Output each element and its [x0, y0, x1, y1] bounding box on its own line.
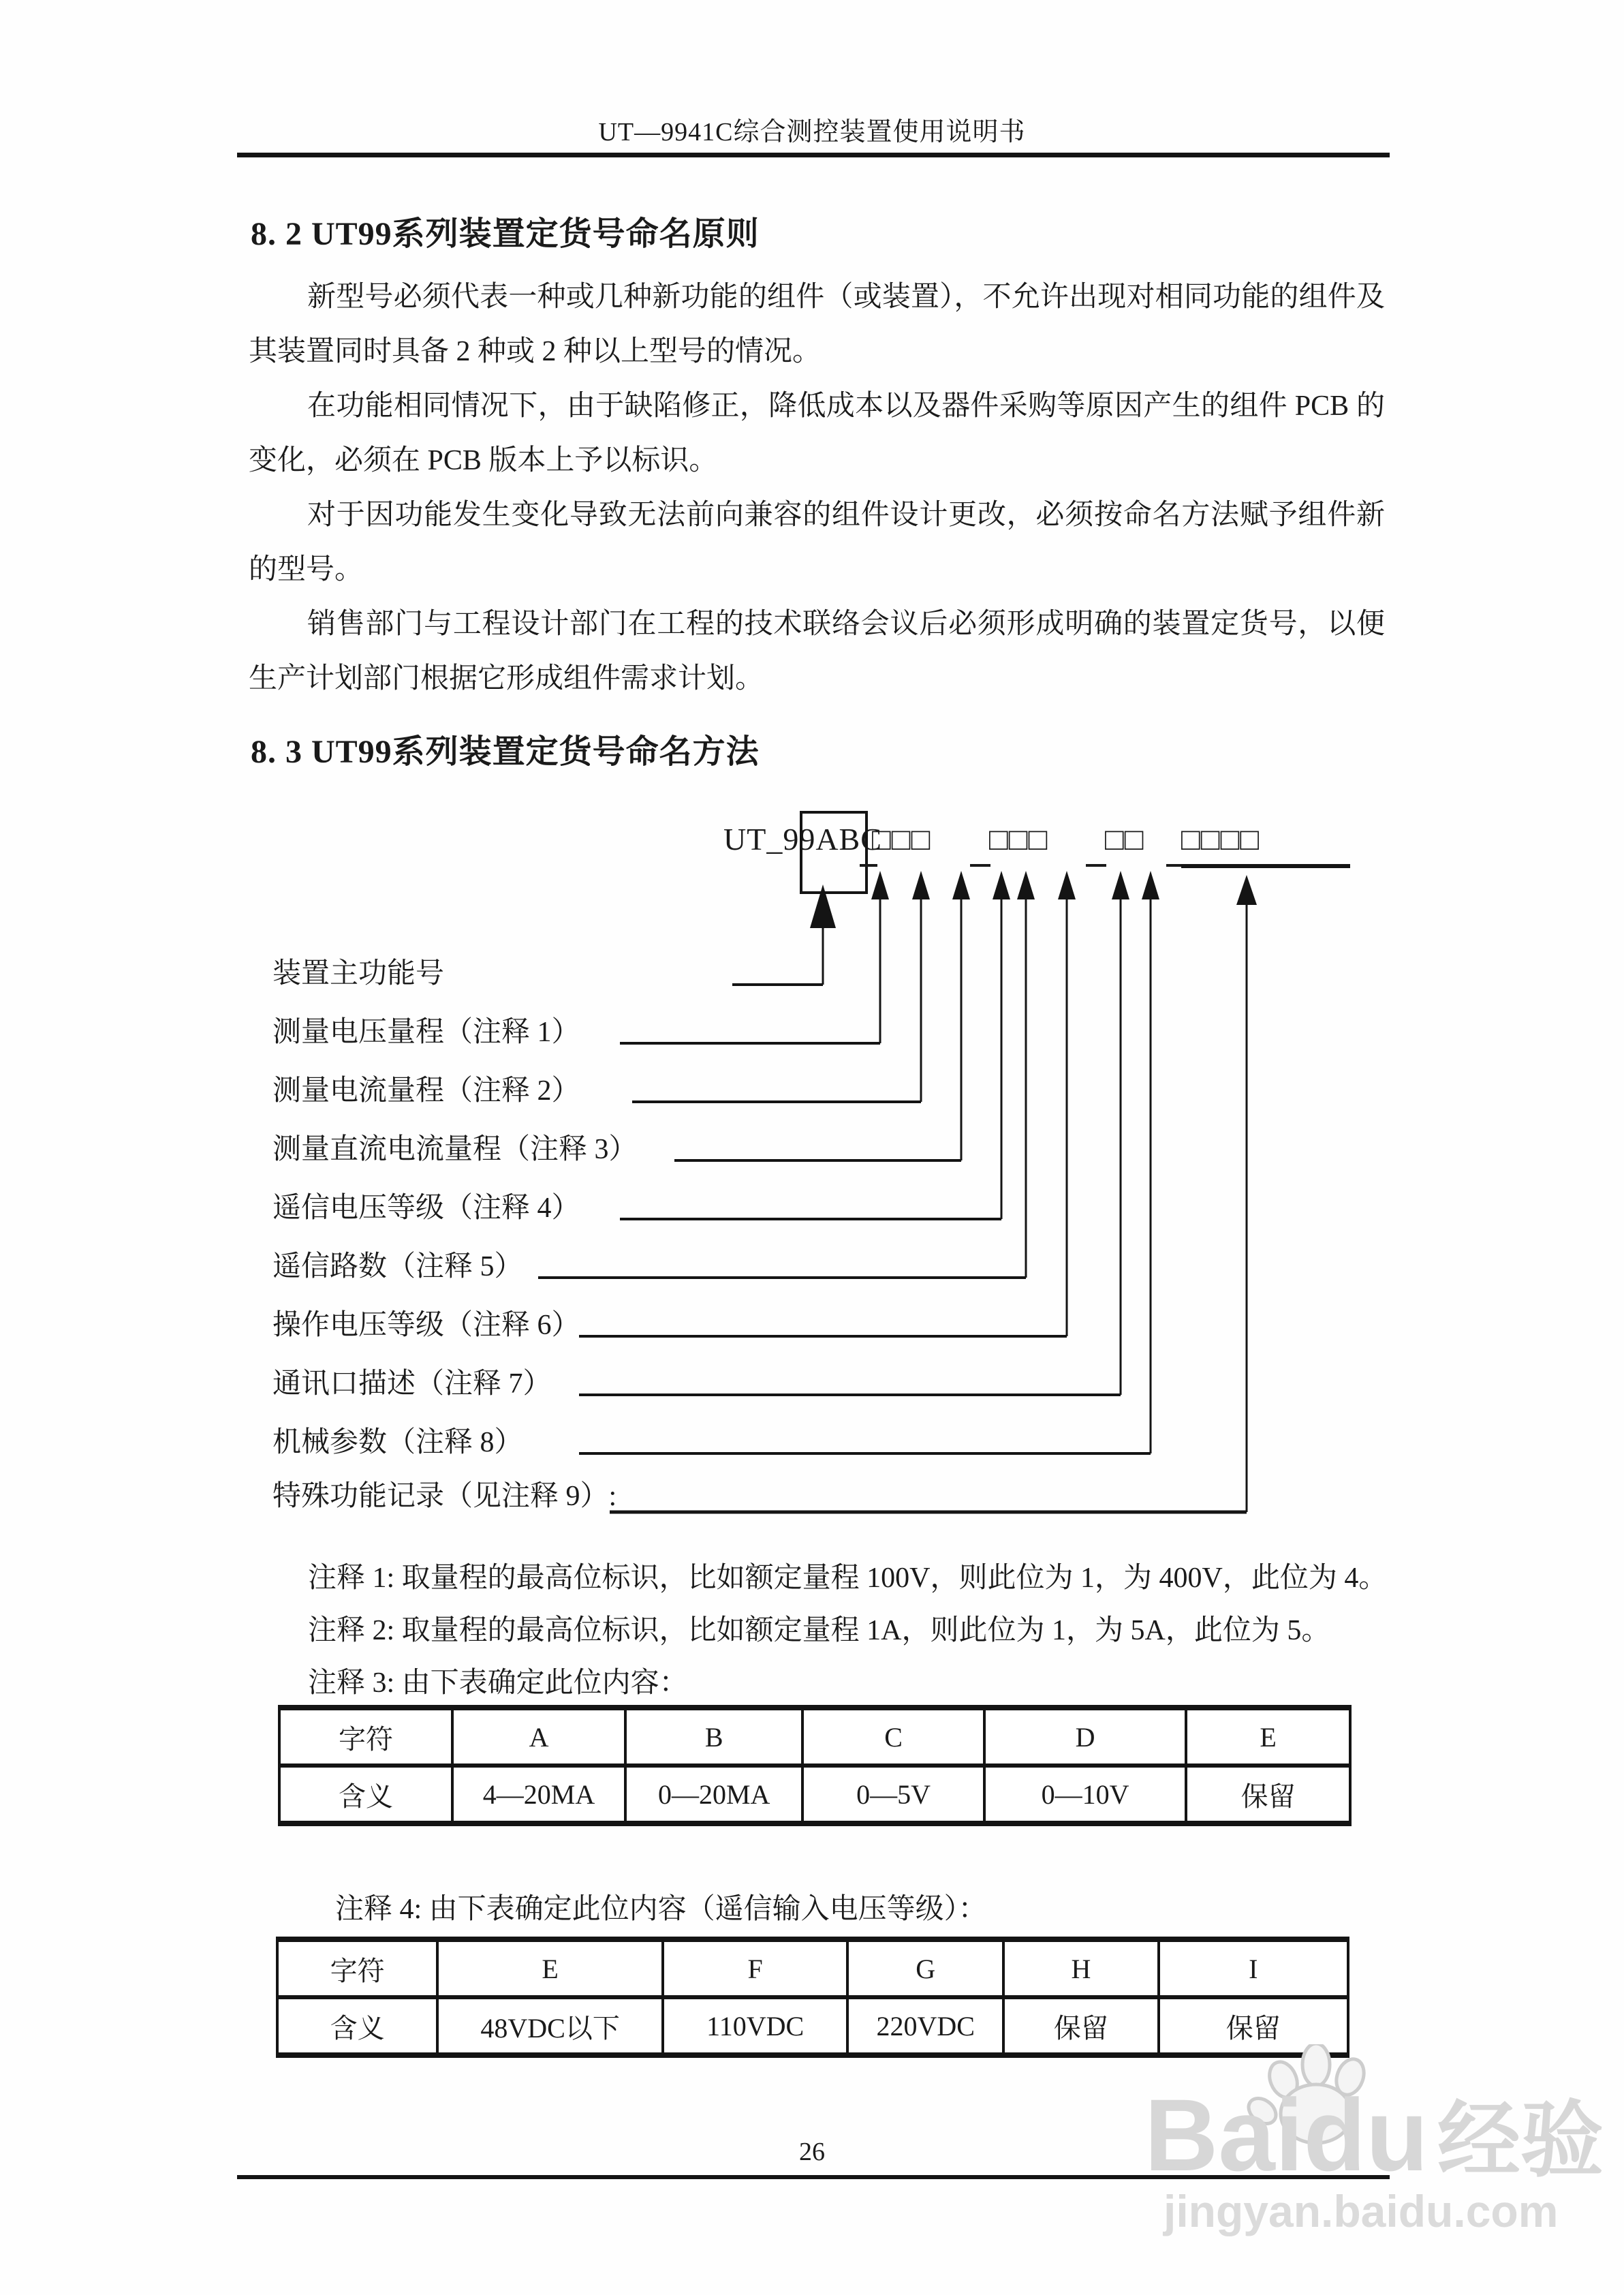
diagram-label-1: 装置主功能号 — [272, 958, 445, 989]
arrow-up-icon — [993, 871, 1010, 899]
spec-table-remote-voltage — [276, 1937, 1349, 2058]
table-value-cell: 0—5V — [804, 1768, 986, 1821]
connector-line — [538, 985, 1247, 1512]
table-value-cell: 0—10V — [986, 1768, 1187, 1821]
table-value-cell: 保留 — [1240, 1781, 1296, 1812]
note-4: 注释 4: 由下表确定此位内容（遥信输入电压等级）： — [335, 1894, 987, 1925]
arrow-up-icon — [1142, 871, 1159, 899]
arrow-up-icon — [1017, 871, 1035, 899]
section-8-2-paragraphs — [249, 270, 1385, 706]
diagram-label-7: 操作电压等级（注释 6） — [272, 1310, 580, 1341]
arrow-up-icon — [912, 871, 930, 899]
arrow-up-icon — [1058, 871, 1076, 899]
table-header-cell: 字符 — [279, 1942, 439, 1995]
diagram-label-6: 遥信路数（注释 5） — [272, 1251, 523, 1282]
diagram-label-2: 测量电压量程（注释 1） — [272, 1017, 580, 1048]
section-8-3-heading: 8. 3 UT99系列装置定货号命名方法 — [251, 734, 760, 770]
table-row — [281, 1768, 1349, 1821]
table-header-cell: E — [439, 1942, 664, 1995]
diagram-label-10: 特殊功能记录（见注释 9）: — [272, 1481, 617, 1512]
table-header-cell: C — [804, 1710, 986, 1763]
header-divider — [237, 153, 1390, 157]
diagram-label-4: 测量直流电流量程（注释 3） — [272, 1134, 638, 1165]
arrow-up-icon — [810, 884, 836, 928]
diagram-label-8: 通讯口描述（注释 7） — [272, 1368, 552, 1400]
page-header-title: UT—9941C综合测控装置使用说明书 — [598, 118, 1026, 147]
watermark-cn-text: 经验 — [1437, 2095, 1604, 2187]
table-row — [281, 1710, 1349, 1768]
order-code-group-3: □□ — [1105, 822, 1144, 857]
note-3: 注释 3: 由下表确定此位内容： — [308, 1667, 688, 1699]
table-header-cell: B — [627, 1710, 804, 1763]
table-value-cell: 含义 — [281, 1768, 454, 1821]
paragraph: 销售部门与工程设计部门在工程的技术联络会议后必须形成明确的装置定货号，以便生产计划部门根据它形成组件需求计划。 — [249, 609, 1385, 694]
arrow-up-icon — [1236, 875, 1257, 905]
arrow-up-icon — [871, 871, 889, 899]
arrow-up-icon — [1112, 871, 1129, 899]
order-code-diagram — [0, 784, 1624, 1540]
table-value-cell: 含义 — [279, 1999, 439, 2052]
order-code-group-4: □□□□ — [1181, 822, 1260, 857]
table-header-cell: 字符 — [281, 1710, 454, 1763]
table-value-cell: 110VDC — [664, 1999, 849, 2052]
table-header-cell: F — [664, 1942, 849, 1995]
diagram-connectors — [0, 784, 1624, 1540]
note-2: 注释 2: 取量程的最高位标识，比如额定量程 1A，则此位为 1，为 5A，此位为 5。 — [308, 1615, 1330, 1646]
watermark-url-text: jingyan.baidu.com — [1164, 2186, 1559, 2236]
paragraph: 新型号必须代表一种或几种新功能的组件（或装置），不允许出现对相同功能的组件及其装置同时具备 2 种或 2 种以上型号的情况。 — [249, 281, 1385, 367]
watermark-graphic — [1131, 2044, 1614, 2242]
table-header-cell: E — [1260, 1721, 1277, 1753]
diagram-label-5: 遥信电压等级（注释 4） — [272, 1192, 580, 1224]
order-code-prefix: UT_99ABC — [723, 822, 882, 857]
baidu-watermark — [1131, 2044, 1614, 2242]
diagram-label-3: 测量电流量程（注释 2） — [272, 1075, 580, 1107]
table-value-cell: 220VDC — [849, 1999, 1005, 2052]
table-header-cell: H — [1005, 1942, 1159, 1995]
table-value-cell: 保留 — [1005, 1999, 1159, 2052]
paragraph: 对于因功能发生变化导致无法前向兼容的组件设计更改，必须按命名方法赋予组件新的型号。 — [249, 499, 1385, 585]
table-header-cell: I — [1249, 1953, 1258, 1984]
table-header-cell: G — [849, 1942, 1005, 1995]
paragraph: 在功能相同情况下，由于缺陷修正，降低成本以及器件采购等原因产生的组件 PCB 的变化，必须在 PCB 版本上予以标识。 — [249, 390, 1385, 476]
diagram-label-9: 机械参数（注释 8） — [272, 1427, 523, 1458]
arrow-up-icon — [952, 871, 970, 899]
order-code-group-1: □□□ — [872, 822, 931, 857]
table-header-cell: D — [986, 1710, 1187, 1763]
spec-table-analog-input — [278, 1705, 1352, 1826]
arrow-stem — [823, 899, 1247, 1512]
order-code-group-2: □□□ — [989, 822, 1048, 857]
note-1: 注释 1: 取量程的最高位标识，比如额定量程 100V，则此位为 1，为 400V，此位为 4。 — [308, 1562, 1388, 1594]
table-value-cell: 保留 — [1225, 2012, 1281, 2044]
table-header-cell: A — [454, 1710, 627, 1763]
section-8-2-heading: 8. 2 UT99系列装置定货号命名原则 — [251, 216, 760, 252]
watermark-brand-text: Baidu — [1144, 2078, 1428, 2192]
table-value-cell: 0—20MA — [627, 1768, 804, 1821]
page-number: 26 — [799, 2138, 825, 2166]
table-value-cell: 4—20MA — [454, 1768, 627, 1821]
table-value-cell: 48VDC以下 — [439, 1999, 664, 2052]
table-row — [279, 1942, 1347, 1999]
